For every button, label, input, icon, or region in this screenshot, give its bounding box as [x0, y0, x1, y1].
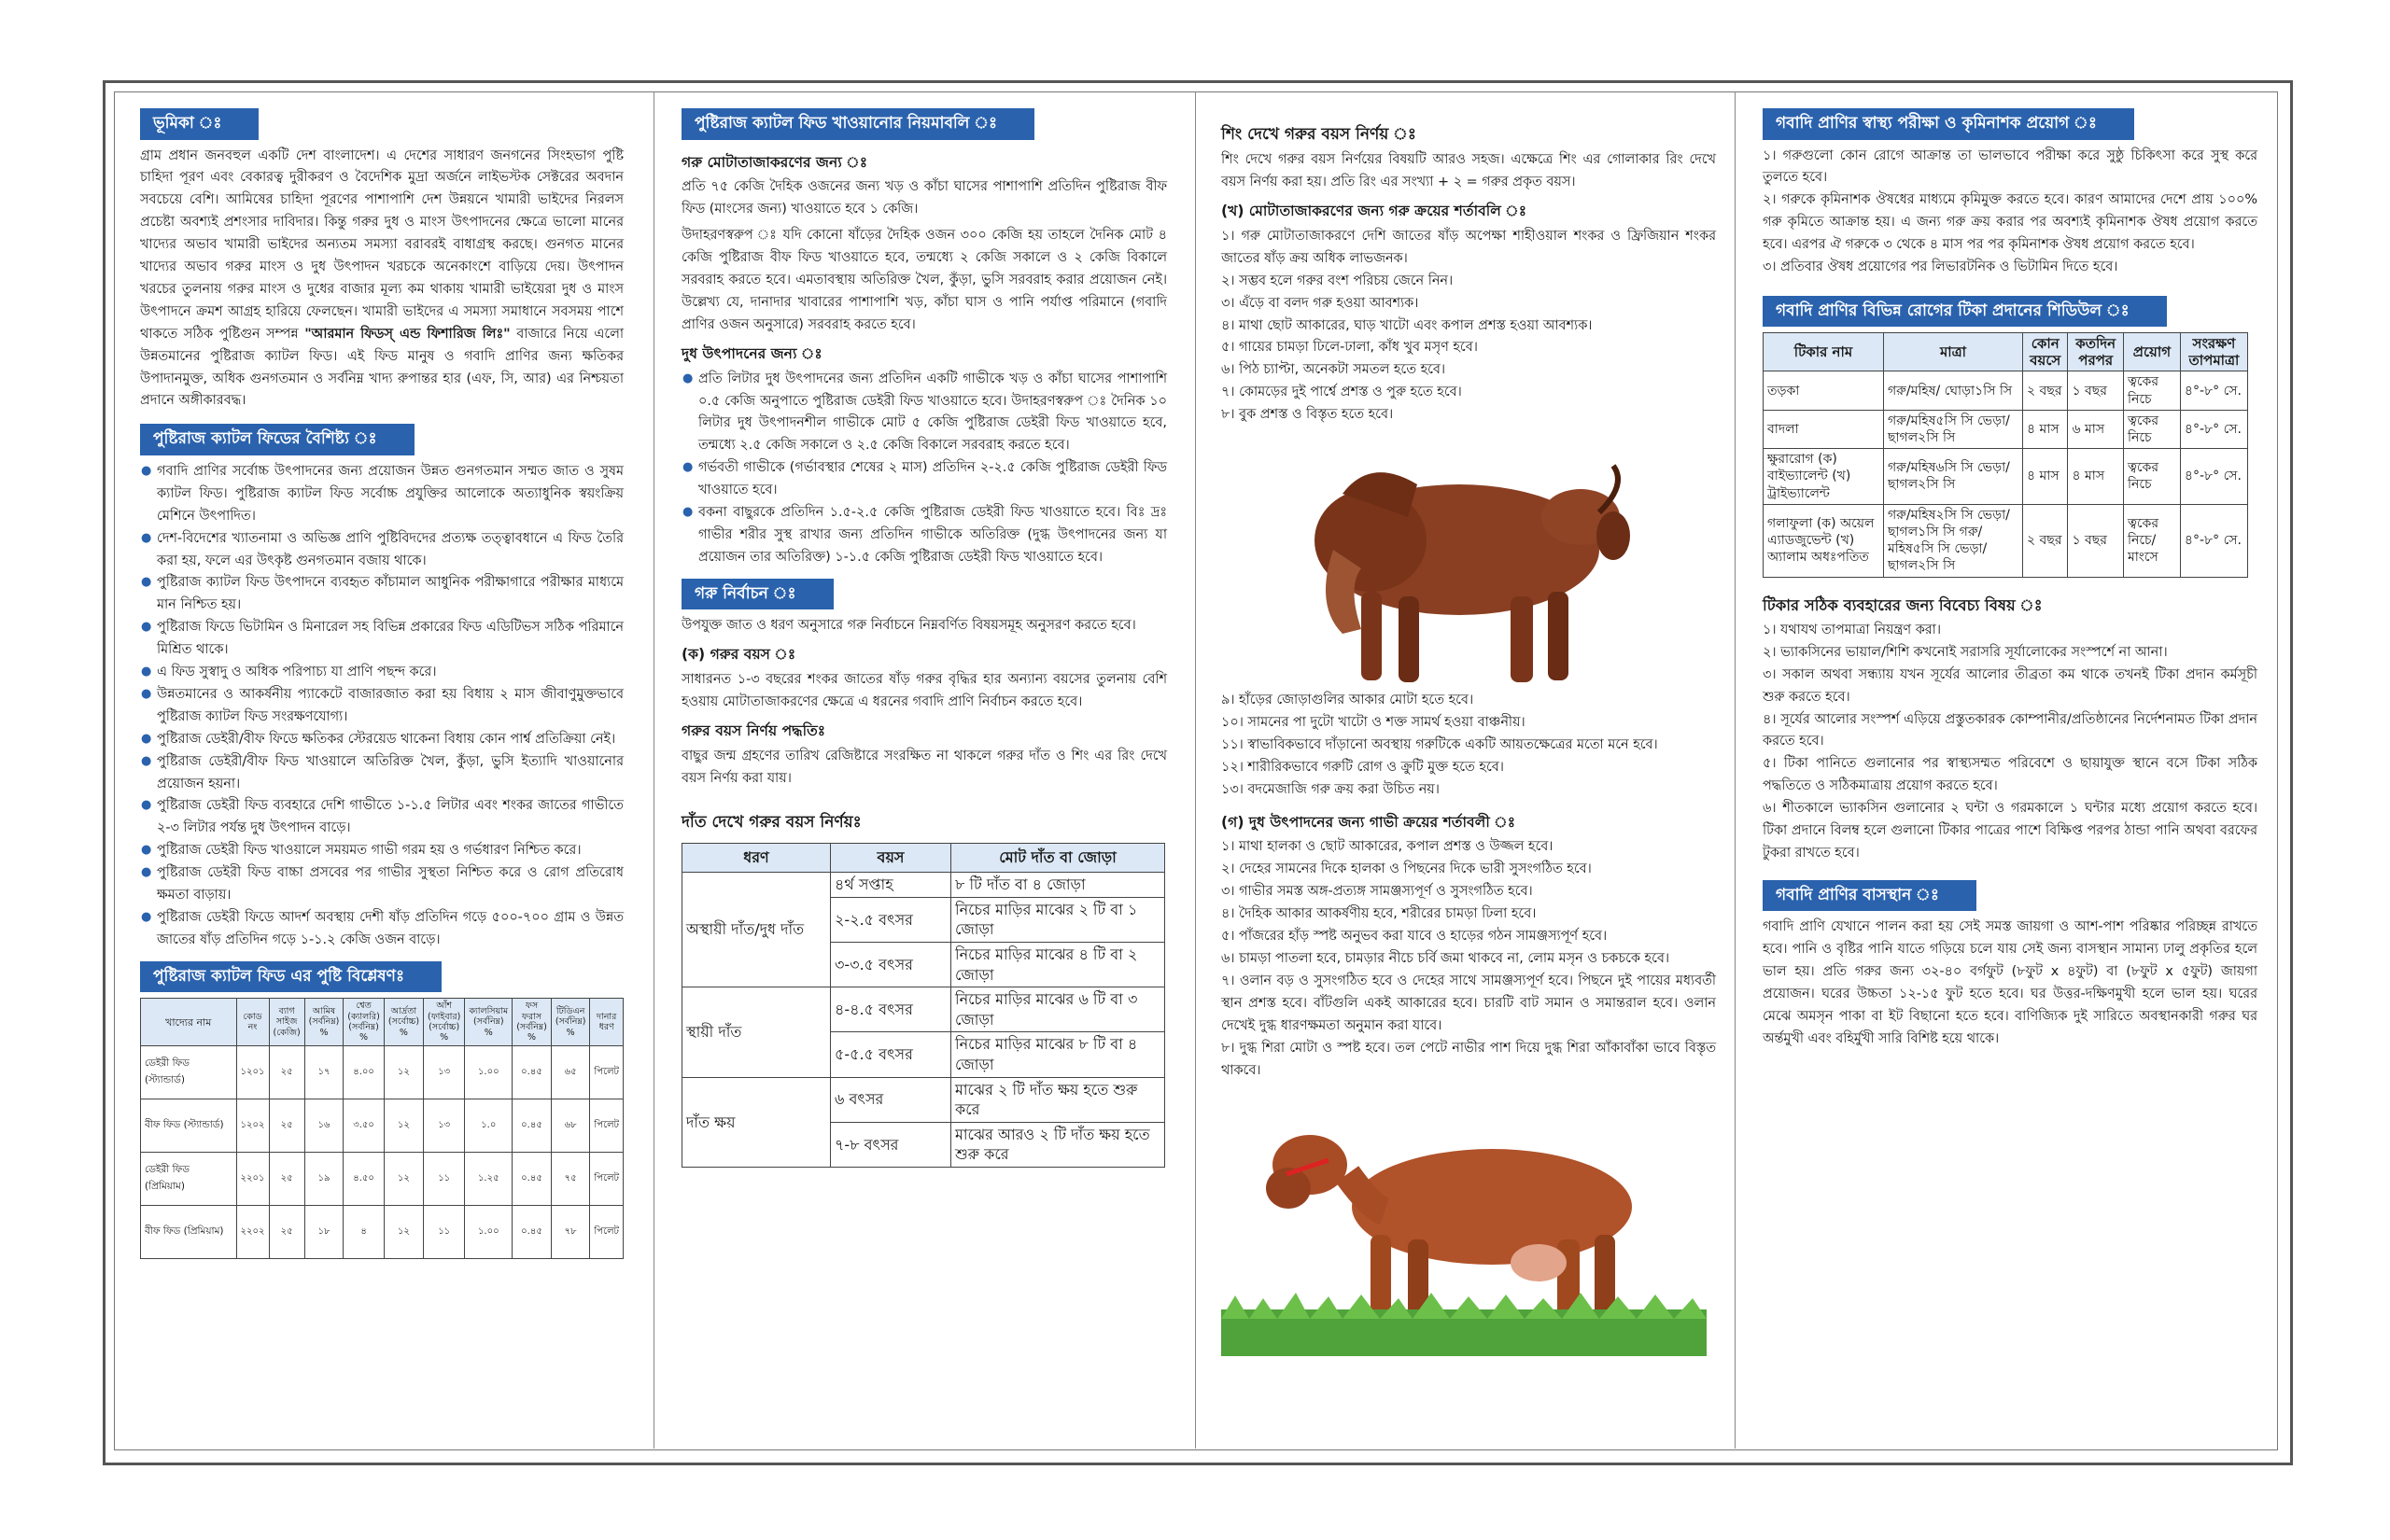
- usage-title: টিকার সঠিক ব্যবহারের জন্য বিবেচ্য বিষয় ঃ: [1763, 595, 2043, 614]
- panel-divider-3: [1735, 91, 1736, 1449]
- buy-list-2: [1221, 690, 1716, 802]
- table-cell: ত্বকের নিচে: [2123, 410, 2180, 448]
- health-item: ২। গরুকে কৃমিনাশক ঔষধের মাধ্যমে কৃমিমুক্ত করতে হবে। কারণ আমাদের দেশে প্রায় ১০০% গরু কৃমিতে আক্রান্ত হয়। এ জন্য গরু ক্রয় করার পর অবশ্যই কৃমিনাশক ঔষধ প্রয়োগ করতে হবে। এরপর ঐ গরুকে ৩ থেকে ৪ মাস পর পর কৃমিনাশক ঔষধ প্রয়োগ করতে হবে।: [1763, 192, 2257, 253]
- usage-list: [1763, 620, 2257, 865]
- features-list: [140, 461, 624, 952]
- panel-1: [140, 101, 624, 1435]
- table-row: [141, 1045, 624, 1099]
- table-cell: ১৬: [304, 1099, 344, 1152]
- teeth-group: অস্থায়ী দাঁত/দুধ দাঁত: [682, 873, 831, 987]
- table-cell: ৪.৫০: [344, 1152, 385, 1205]
- table-header: সংরক্ষণ তাপমাত্রা: [2180, 333, 2247, 371]
- table-cell: ৪ মাস: [2023, 410, 2068, 448]
- table-cell: বাদলা: [1764, 410, 1884, 448]
- table-cell: গরু/মহিষ২সি সি ভেড়া/ছাগল১সি সি গরু/মহিষ৫সি সি ভেড়া/ছাগল২সি সি: [1884, 504, 2023, 577]
- table-cell: ১২: [384, 1205, 423, 1258]
- buy-list: [1221, 226, 1716, 427]
- nutrition-table: [140, 998, 624, 1259]
- cow-item: ৮। দুগ্ধ শিরা মোটা ও স্পষ্ট হবে। তল পেটে নাভীর পাশ দিয়ে দুগ্ধ শিরা আঁকাবাঁকা ভাবে বিস্তৃত থাকবে।: [1221, 1040, 1716, 1078]
- table-row: [1764, 410, 2248, 448]
- cow-item: ৬। চামড়া পাতলা হবে, চামড়ার নীচে চর্বি জমা থাকবে না, লোম মসৃন ও চকচকে হবে।: [1221, 951, 1670, 966]
- table-row: [1764, 371, 2248, 410]
- table-cell: নিচের মাড়ির মাঝের ৮ টি বা ৪ জোড়া: [951, 1032, 1165, 1077]
- table-cell: গলাফুলা (ক) অয়েল এ্যাডজুভেন্ট (খ) অ্যালাম অধঃপতিত: [1764, 504, 1884, 577]
- table-cell: ১ বছর: [2068, 371, 2123, 410]
- table-cell: পিলেট: [590, 1205, 624, 1258]
- health-list: [1763, 146, 2257, 279]
- feature-item: ● দেশ-বিদেশের খ্যাতনামা ও অভিজ্ঞ প্রাণি পুষ্টিবিদদের প্রত্যক্ষ তত্ত্বাবধানে এ ফিড তৈরি করা হয়, ফলে এর উৎকৃষ্ট গুনগতমান বজায় থাকে।: [157, 528, 624, 573]
- table-header: কতদিন পরপর: [2068, 333, 2123, 371]
- housing-heading: গবাদি প্রাণির বাসস্থান ঃ: [1763, 880, 1976, 912]
- table-cell: ডেইরী ফিড (স্ট্যান্ডার্ড): [141, 1045, 237, 1099]
- table-cell: ১২: [384, 1099, 423, 1152]
- table-cell: ১১: [424, 1205, 465, 1258]
- table-cell: ৭৫: [551, 1152, 590, 1205]
- panel-3: [1221, 101, 1716, 1435]
- table-header: টিডিএন (সর্বনিম্ন) %: [551, 999, 590, 1046]
- table-cell: ৮ টি দাঁত বা ৪ জোড়া: [951, 873, 1165, 898]
- intro-text: গ্রাম প্রধান জনবহুল একটি দেশ বাংলাদেশ। এ দেশের সাধারণ জনগনের সিংহভাগ পুষ্টি চাহিদা পূরণ এবং বেকারত্ব দুরীকরণ ও বৈদেশিক মুদ্রা অর্জনে লাইভস্টক সেক্টরের অবদান সবচেয়ে বেশি। আমিষের চাহিদা পূরণের পাশাপাশি দেশ উন্নয়নে খামারী ভাইদের নিরলস প্রচেষ্টা অবশ্যই প্রশংসার দাবিদার। কিন্তু গরুর দুধ ও মাংস উৎপাদনের ক্ষেত্রে ভালো মানের খাদ্যের অভাব খামারী ভাইদের অন্যতম সমস্যা বরাবরই বাধাগ্রস্থ করছে। গুনগত মানের খাদ্যের অভাব গরুর মাংস ও দুধ উৎপাদন খরচকে অনেকাংশে বাড়িয়ে দেয়। উৎপাদন খরচের তুলনায় গরুর মাংস ও দুধের বাজার মূল্য কম থাকায় খামারী ভাইয়েরা দুধ ও মাংস উৎপাদনে ক্রমশ আগ্রহ হারিয়ে ফেলছেন। খামারী ভাইদের এ সমস্যা সমাধানে সবসময় পাশে থাকতে সঠিক পুষ্টিগুন সম্পন্ন: [140, 147, 624, 342]
- housing-text: গবাদি প্রাণি যেখানে পালন করা হয় সেই সমস্ত জায়গা ও আশ-পাশ পরিষ্কার পরিচ্ছন্ন রাখতে হবে। পানি ও বৃষ্টির পানি যাতে গড়িয়ে চলে যায় সেই জন্য বাসস্থান সামান্য ঢালু প্রকৃতির হলে ভাল হয়। প্রতি গরুর জন্য ৩২-৪০ বর্গফুট (৮ফুট x ৪ফুট) বা (৮ফুট x ৫ফুট) জায়গা প্রয়োজন। ঘরের উচ্চতা ১২-১৫ ফুট হতে হবে। ঘর উত্তর-দক্ষিণমুখী হলে ভাল হয়। ঘরের মেঝে অমসৃন পাকা বা ইট বিছানো হতে হবে। বাণিজ্যিক দুই সারিতে অবস্থানকারী গরুর ঘর অর্ন্তমুখী এবং বহির্মুখী সারি বিশিষ্ট হয়ে থাকে।: [1763, 919, 2257, 1046]
- table-cell: ৪: [344, 1205, 385, 1258]
- table-header: দানার ধরণ: [590, 999, 624, 1046]
- vaccination-table: [1763, 332, 2248, 577]
- buy-item: ৩। এঁড়ে বা বলদ গরু হওয়া আবশ্যক।: [1221, 295, 1419, 311]
- table-header: কোড নং: [236, 999, 269, 1046]
- table-cell: ১২: [384, 1045, 423, 1099]
- table-cell: ৬৫: [551, 1045, 590, 1099]
- table-cell: ৩-৩.৫ বৎসর: [831, 943, 951, 987]
- table-cell: ৪ মাস: [2068, 449, 2123, 505]
- table-cell: ৬ বৎসর: [831, 1077, 951, 1122]
- intro-paragraph: [140, 146, 624, 413]
- health-heading: গবাদি প্রাণির স্বাস্থ্য পরীক্ষা ও কৃমিনাশক প্রয়োগ ঃ: [1763, 108, 2134, 140]
- table-cell: ২৫: [269, 1152, 304, 1205]
- usage-item: ৪। সূর্যের আলোর সংস্পর্শ এড়িয়ে প্রস্তুতকারক কোম্পানীর/প্রতিষ্ঠানের নির্দেশনামত টিকা প্রদান করতে হবে।: [1763, 711, 2257, 749]
- table-row: [682, 873, 1165, 898]
- table-cell: ১৯: [304, 1152, 344, 1205]
- features-heading: পুষ্টিরাজ ক্যাটল ফিডের বৈশিষ্ট্য ঃ: [140, 424, 415, 455]
- table-cell: গরু/মহিষ৫সি সি ভেড়া/ছাগল২সি সি: [1884, 410, 2023, 448]
- table-header: বয়স: [831, 843, 951, 873]
- age-title: (ক) গরুর বয়স ঃ: [682, 646, 796, 664]
- feature-item: ● পুষ্টিরাজ ডেইরী ফিড ব্যবহারে দেশি গাভীতে ১-১.৫ লিটার এবং শংকর জাতের গাভীতে ২-৩ লিটার পর্যন্ত দুধ উৎপাদন বাড়ে।: [157, 795, 624, 840]
- table-cell: ৬ মাস: [2068, 410, 2123, 448]
- table-cell: ৪°-৮° সে.: [2180, 504, 2247, 577]
- table-row: [682, 1077, 1165, 1122]
- teeth-group: স্থায়ী দাঁত: [682, 987, 831, 1077]
- table-header: ফস ফরাস (সর্বনিম্ন) %: [513, 999, 552, 1046]
- teeth-table: [682, 843, 1165, 1168]
- table-header: প্রয়োগ: [2123, 333, 2180, 371]
- milk-item: ● প্রতি লিটার দুধ উৎপাদনের জন্য প্রতিদিন একটি গাভীকে খড় ও কাঁচা ঘাসের পাশাপাশি ০.৫ কেজি অনুপাতে পুষ্টিরাজ ডেইরী ফিড খাওয়াতে হবে। উদাহরণস্বরুপ ঃ দৈনিক ১০ লিটার দুধ উৎপাদনশীল গাভীকে মোট ৫ কেজি পুষ্টিরাজ ডেইরী ফিড খাওয়াতে হবে, তন্মধ্যে ২.৫ কেজি সকালে ও ২.৫ কেজি বিকালে সরবরাহ করতে হবে।: [698, 369, 1167, 458]
- table-cell: ৬৮: [551, 1099, 590, 1152]
- table-cell: ২-২.৫ বৎসর: [831, 897, 951, 942]
- intro-heading: ভূমিকা ঃ: [140, 108, 259, 140]
- table-header: ব্যাগ সাইজ (কেজি): [269, 999, 304, 1046]
- table-cell: বীফ ফিড (স্ট্যান্ডার্ড): [141, 1099, 237, 1152]
- table-cell: নিচের মাড়ির মাঝের ৬ টি বা ৩ জোড়া: [951, 987, 1165, 1032]
- table-cell: ৭-৮ বৎসর: [831, 1122, 951, 1167]
- table-cell: ১৩: [424, 1045, 465, 1099]
- feature-item: ● পুষ্টিরাজ ডেইরী ফিড খাওয়ালে সময়মত গাভী গরম হয় ও গর্ভধারণ নিশ্চিত করে।: [157, 840, 624, 862]
- feature-item: ● গবাদি প্রাণির সর্বোচ্চ উৎপাদনের জন্য প্রয়োজন উন্নত গুনগতমান সম্মত জাত ও সুষম ক্যাটল ফিড। পুষ্টিরাজ ক্যাটল ফিড সর্বোচ্চ প্রযুক্তির আলোকে অত্যাধুনিক স্বয়ংক্রিয় মেশিনে উৎপাদিত।: [157, 461, 624, 528]
- feature-item: ● পুষ্টিরাজ ডেইরী ফিডে আদর্শ অবস্থায় দেশী ষাঁড় প্রতিদিন গড়ে ৫০০-৭০০ গ্রাম ও উন্নত জাতের ষাঁড় প্রতিদিন গড়ে ১-১.২ কেজি ওজন বাড়ে।: [157, 907, 624, 952]
- table-row: [141, 1205, 624, 1258]
- table-header: কোন বয়সে: [2023, 333, 2068, 371]
- table-row: [1764, 504, 2248, 577]
- feature-item: ● পুষ্টিরাজ ডেইরী/বীফ ফিড খাওয়ালে অতিরিক্ত খৈল, কুঁড়া, ভুসি ইত্যাদি খাওয়ানোর প্রয়োজন হয়না।: [157, 751, 624, 796]
- feature-item: ● এ ফিড সুস্বাদু ও অধিক পরিপাচ্য যা প্রাণি পছন্দ করে।: [157, 662, 624, 684]
- feature-item: ● পুষ্টিরাজ ডেইরী ফিড বাচ্চা প্রসবের পর গাভীর সুস্থতা নিশ্চিত করে ও রোগ প্রতিরোধ ক্ষমতা বাড়ায়।: [157, 862, 624, 907]
- table-header-row: [682, 843, 1165, 873]
- cow-item: ২। দেহের সামনের দিকে হালকা ও পিছনের দিকে ভারী সুসংগঠিত হবে।: [1221, 861, 1592, 877]
- fattening-example: উদাহরণস্বরুপ ঃ যদি কোনো ষাঁড়ের দৈহিক ওজন ৩০০ কেজি হয় তাহলে দৈনিক মোট ৪ কেজি পুষ্টিরাজ বীফ ফিড খাওয়াতে হবে, তন্মধ্যে ২ কেজি সকালে ও ২ কেজি বিকালে সরবরাহ করতে হবে। এমতাবস্থায় অতিরিক্ত খৈল, কুঁড়া, ভুসি সরবরাহ করার প্রয়োজন নেই। উল্লেখ্য যে, দানাদার খাবারের পাশাপাশি খড়, কাঁচা ঘাস ও পানি পর্যাপ্ত পরিমানে (গবাদি প্রাণির ওজন অনুসারে) সরবরাহ করতে হবে।: [682, 228, 1167, 332]
- table-header: মাত্রা: [1884, 333, 2023, 371]
- table-cell: গরু/মহিষ/ ঘোড়া১সি সি: [1884, 371, 2023, 410]
- table-header: মোট দাঁত বা জোড়া: [951, 843, 1165, 873]
- table-cell: মাঝের ২ টি দাঁত ক্ষয় হতে শুরু করে: [951, 1077, 1165, 1122]
- table-cell: ১২০২: [236, 1099, 269, 1152]
- table-cell: ৪.০০: [344, 1045, 385, 1099]
- panel-4: [1763, 101, 2257, 1435]
- table-cell: ১.০: [465, 1099, 513, 1152]
- buy-item: ২। সম্ভব হলে গরুর বংশ পরিচয় জেনে নিন।: [1221, 273, 1454, 288]
- table-cell: পিলেট: [590, 1099, 624, 1152]
- table-cell: ১১: [424, 1152, 465, 1205]
- table-cell: ডেইরী ফিড (প্রিমিয়াম): [141, 1152, 237, 1205]
- table-cell: ৪র্থ সপ্তাহ: [831, 873, 951, 898]
- horn-title: শিং দেখে গরুর বয়স নির্ণয় ঃ: [1221, 125, 1416, 144]
- cow-item: ৩। গাভীর সমস্ত অঙ্গ-প্রত্যঙ্গ সামঞ্জস্যপূর্ণ ও সুসংগঠিত হবে।: [1221, 884, 1533, 900]
- table-cell: ত্বকের নিচে: [2123, 449, 2180, 505]
- usage-item: ৬। শীতকালে ভ্যাকসিন গুলানোর ২ ঘন্টা ও গরমকালে ১ ঘন্টার মধ্যে প্রয়োগ করতে হবে। টিকা প্রদানে বিলম্ব হলে গুলানো টিকার পাত্রের পাশে বিক্ষিপ্ত পরপর ঠান্ডা পানি অথবা বরফের টুকরা রাখতে হবে।: [1763, 801, 2257, 861]
- rules-heading: পুষ্টিরাজ ক্যাটল ফিড খাওয়ানোর নিয়মাবলি ঃ: [682, 108, 1034, 140]
- panel-2: [682, 101, 1167, 1435]
- brand-name: "আরমান ফিডস্ এন্ড ফিশারিজ লিঃ": [304, 326, 511, 342]
- table-cell: ১৭: [304, 1045, 344, 1099]
- usage-item: ১। যথাযথ তাপমাত্রা নিয়ন্ত্রণ করা।: [1763, 622, 1942, 637]
- table-cell: মাঝের আরও ২ টি দাঁত ক্ষয় হতে শুরু করে: [951, 1122, 1165, 1167]
- buy-item: ১। গরু মোটাতাজাকরণে দেশি জাতের ষাঁড় অপেক্ষা শাহীওয়াল শংকর ও ফ্রিজিয়ান শংকর জাতের ষাঁড় ক্রয় অধিক লাভজনক।: [1221, 228, 1716, 266]
- table-cell: ৪ মাস: [2023, 449, 2068, 505]
- cow-list: [1221, 836, 1716, 1082]
- cow-item: ৫। পাঁজরের হাঁড় স্পষ্ট অনুভব করা যাবে ও হাড়ের গঠন সামঞ্জস্যপূর্ণ হবে।: [1221, 929, 1608, 945]
- buy-item: ৬। পিঠ চ্যাপ্টা, অনেকটা সমতল হতে হবে।: [1221, 362, 1446, 378]
- table-cell: ০.৪৫: [513, 1205, 552, 1258]
- method-text: বাছুর জন্ম গ্রহণের তারিখ রেজিষ্টারে সংরক্ষিত না থাকলে গরুর দাঁত ও শিং এর রিং দেখে বয়স নির্ণয় করা যায়।: [682, 748, 1167, 786]
- buy-item: ১০। সামনের পা দুটো খাটো ও শক্ত সামর্থ হওয়া বাঞ্চনীয়।: [1221, 714, 1525, 730]
- teeth-group: দাঁত ক্ষয়: [682, 1077, 831, 1167]
- table-row: [141, 1152, 624, 1205]
- table-cell: ১.০০: [465, 1205, 513, 1258]
- table-cell: বীফ ফিড (প্রিমিয়াম): [141, 1205, 237, 1258]
- table-cell: ২২০২: [236, 1205, 269, 1258]
- table-cell: নিচের মাড়ির মাঝের ৪ টি বা ২ জোড়া: [951, 943, 1165, 987]
- table-cell: তড়কা: [1764, 371, 1884, 410]
- table-cell: ১২০১: [236, 1045, 269, 1099]
- table-cell: ৪°-৮° সে.: [2180, 449, 2247, 505]
- table-cell: ৩.৫০: [344, 1099, 385, 1152]
- method-title: গরুর বয়স নির্ণয় পদ্ধতিঃ: [682, 721, 826, 739]
- table-cell: ০.৪৫: [513, 1152, 552, 1205]
- buy-item: ৭। কোমড়ের দুই পার্শ্বে প্রশস্ত ও পুরু হতে হবে।: [1221, 385, 1462, 400]
- table-cell: গরু/মহিষ৬সি সি ভেড়া/ছাগল২সি সি: [1884, 449, 2023, 505]
- table-row: [141, 1099, 624, 1152]
- table-cell: ২৫: [269, 1099, 304, 1152]
- panel-divider-2: [1195, 91, 1196, 1449]
- milk-item: ● গর্ভবতী গাভীকে (গর্ভাবস্থার শেষের ২ মাস) প্রতিদিন ২-২.৫ কেজি পুষ্টিরাজ ডেইরী ফিড খাওয়াতে হবে।: [698, 457, 1167, 502]
- health-item: ৩। প্রতিবার ঔষধ প্রয়োগের পর লিভারটনিক ও ভিটামিন দিতে হবে।: [1763, 259, 2118, 275]
- table-cell: ১ বছর: [2068, 504, 2123, 577]
- table-row: [682, 987, 1165, 1032]
- table-cell: ০.৪৫: [513, 1099, 552, 1152]
- table-cell: ২ বছর: [2023, 371, 2068, 410]
- table-cell: ত্বকের নিচে: [2123, 371, 2180, 410]
- table-cell: ৫-৫.৫ বৎসর: [831, 1032, 951, 1077]
- cow-item: ৪। দৈহিক আকার আকর্ষণীয় হবে, শরীরের চামড়া ঢিলা হবে।: [1221, 906, 1537, 922]
- buy-item: ৫। গায়ের চামড়া ঢিলে-ঢালা, কাঁধ খুব মসৃণ হবে।: [1221, 340, 1478, 356]
- feature-item: ● পুষ্টিরাজ ক্যাটল ফিড উৎপাদনে ব্যবহৃত কাঁচামাল আধুনিক পরীক্ষাগারে পরীক্ষার মাধ্যমে মান নিশ্চিত হয়।: [157, 572, 624, 617]
- table-header: খাদ্যের নাম: [141, 999, 237, 1046]
- table-cell: পিলেট: [590, 1152, 624, 1205]
- feature-item: ● উন্নতমানের ও আকর্ষনীয় প্যাকেটে বাজারজাত করা হয় বিধায় ২ মাস জীবাণুমুক্তভাবে পুষ্টিরাজ ক্যাটল ফিড সংরক্ষণযোগ্য।: [157, 684, 624, 729]
- fattening-title: গরু মোটাতাজাকরণের জন্য ঃ: [682, 153, 868, 171]
- table-header-row: [141, 999, 624, 1046]
- teeth-title: দাঁত দেখে গরুর বয়স নির্ণয়ঃ: [682, 812, 862, 832]
- cow-item: ১। মাথা হালকা ও ছোট আকারের, কপাল প্রশস্ত ও উজ্জল হবে।: [1221, 839, 1554, 855]
- feature-item: ● পুষ্টিরাজ ফিডে ভিটামিন ও মিনারেল সহ বিভিন্ন প্রকারের ফিড এডিটিভস সঠিক পরিমানে মিশ্রিত থাকে।: [157, 617, 624, 662]
- milk-title: দুধ উৎপাদনের জন্য ঃ: [682, 344, 822, 362]
- cow-item: ৭। ওলান বড় ও সুসংগঠিত হবে ও দেহের সাথে সামঞ্জস্যপূর্ণ হবে। পিছনে দুই পায়ের মধ্যবর্তী স্থান প্রশস্ত হবে। বাঁটগুলি একই আকারের হবে। চারটি বাট সমান ও সমান্তরাল হবে। ওলান দেখেই দুগ্ধ ধারণক্ষমতা অনুমান করা যাবে।: [1221, 973, 1716, 1033]
- buy-item: ৮। বুক প্রশস্ত ও বিস্তৃত হতে হবে।: [1221, 407, 1394, 423]
- fattening-text: প্রতি ৭৫ কেজি দৈহিক ওজনের জন্য খড় ও কাঁচা ঘাসের পাশাপাশি প্রতিদিন পুষ্টিরাজ বীফ ফিড (মাংসের জন্য) খাওয়াতে হবে ১ কেজি।: [682, 179, 1167, 217]
- bull-photo: [1258, 428, 1651, 690]
- buy-item: ৪। মাথা ছোট আকারের, ঘাড় খাটো এবং কপাল প্রশস্ত হওয়া আবশ্যক।: [1221, 317, 1593, 333]
- milk-list: [682, 369, 1167, 569]
- buy-item: ১১। স্বাভাবিকভাবে দাঁড়ানো অবস্থায় গরুটিকে একটি আয়তক্ষেত্রের মতো মনে হবে।: [1221, 736, 1658, 752]
- intro-text-2: বাজারে নিয়ে এলো উন্নতমানের পুষ্টিরাজ ক্যাটল ফিড। এই ফিড মানুষ ও গবাদি প্রাণির জন্য ক্ষতিকর উপাদানমুক্ত, অধিক গুনগতমান ও সর্বনিম্ন খাদ্য রুপান্তর হার (এফ, সি, আর) এর নিশ্চয়তা প্রদানে অঙ্গীকারবদ্ধ।: [140, 326, 625, 409]
- table-cell: ২ বছর: [2023, 504, 2068, 577]
- table-cell: ২২০১: [236, 1152, 269, 1205]
- usage-item: ৫। টিকা পানিতে গুলানোর পর স্বাস্থ্যসম্মত পরিবেশে ও ছায়াযুক্ত স্থানে বসে টিকা সঠিক পদ্ধতিতে ও সঠিকমাত্রায় প্রয়োগ করতে হবে।: [1763, 756, 2257, 794]
- horn-text: শিং দেখে গরুর বয়স নির্ণয়ের বিষয়টি আরও সহজ। এক্ষেত্রে শিং এর গোলাকার রিং দেখে বয়স নির্ণয় করা হয়। প্রতি রিং এর সংখ্যা + ২ = গরুর প্রকৃত বয়স।: [1221, 152, 1716, 190]
- table-cell: ১৩: [424, 1099, 465, 1152]
- table-header: শ্বেত (ক্যালরি) (সর্বনিম্ন) %: [344, 999, 385, 1046]
- buy-title: (খ) মোটাতাজাকরণের জন্য গরু ক্রয়ের শর্তাবলি ঃ: [1221, 203, 1527, 220]
- cow-photo: [1221, 1085, 1707, 1356]
- buy-item: ১৩। বদমেজাজি গরু ক্রয় করা উচিত নয়।: [1221, 781, 1440, 797]
- table-header: টিকার নাম: [1764, 333, 1884, 371]
- nutrition-heading: পুষ্টিরাজ ক্যাটল ফিড এর পুষ্টি বিশ্লেষণঃ: [140, 961, 442, 993]
- table-header: আঁশ (ফাইবার) (সর্বোচ্চ) %: [424, 999, 465, 1046]
- table-cell: ৪°-৮° সে.: [2180, 410, 2247, 448]
- table-cell: ৪°-৮° সে.: [2180, 371, 2247, 410]
- buy-item: ৯। হাঁড়ের জোড়াগুলির আকার মোটা হতে হবে।: [1221, 693, 1474, 708]
- buy-item: ১২। শারীরিকভাবে গরুটি রোগ ও ক্রুটি মুক্ত হতে হবে।: [1221, 759, 1504, 775]
- table-header-row: [1764, 333, 2248, 371]
- health-item: ১। গরুগুলো কোন রোগে আক্রান্ত তা ভালভাবে পরীক্ষা করে সুষ্ঠু চিকিৎসা করে সুস্থ করে তুলতে হবে।: [1763, 147, 2257, 186]
- selection-heading: গরু নির্বাচন ঃ: [682, 579, 834, 610]
- selection-text: উপযুক্ত জাত ও ধরণ অনুসারে গরু নির্বাচনে নিম্নবর্ণিত বিষয়সমূহ অনুসরণ করতে হবে।: [682, 618, 1136, 634]
- vaccination-heading: গবাদি প্রাণির বিভিন্ন রোগের টিকা প্রদানের শিডিউল ঃ: [1763, 296, 2167, 328]
- milk-item: ● বকনা বাছুরকে প্রতিদিন ১.৫-২.৫ কেজি পুষ্টিরাজ ডেইরী ফিড খাওয়াতে হবে। বিঃ দ্রঃ গাভীর শরীর সুস্থ রাখার জন্য প্রতিদিন গাভীকে অতিরিক্ত (দুগ্ধ উৎপাদনের জন্য যা প্রয়োজন তার অতিরিক্ত) ১-১.৫ কেজি পুষ্টিরাজ ডেইরী ফিড খাওয়াতে হবে।: [698, 502, 1167, 569]
- usage-item: ৩। সকাল অথবা সন্ধ্যায় যখন সূর্যের আলোর তীব্রতা কম থাকে তখনই টিকা প্রদান কর্মসূচী শুরু করতে হবে।: [1763, 666, 2257, 705]
- cow-title: (গ) দুধ উৎপাদনের জন্য গাভী ক্রয়ের শর্তাবলী ঃ: [1221, 813, 1516, 831]
- table-header: ধরণ: [682, 843, 831, 873]
- table-header: ক্যালসিয়াম (সর্বনিম্ন) %: [465, 999, 513, 1046]
- table-cell: নিচের মাড়ির মাঝের ২ টি বা ১ জোড়া: [951, 897, 1165, 942]
- usage-item: ২। ভ্যাকসিনের ভায়াল/শিশি কখনোই সরাসরি সূর্যালোকের সংস্পর্শে না আনা।: [1763, 644, 2168, 660]
- table-cell: পিলেট: [590, 1045, 624, 1099]
- table-row: [1764, 449, 2248, 505]
- table-cell: ৪-৪.৫ বৎসর: [831, 987, 951, 1032]
- feature-item: ● পুষ্টিরাজ ডেইরী/বীফ ফিডে ক্ষতিকর স্টেরয়েড থাকেনা বিধায় কোন পার্শ্ব প্রতিক্রিয়া নেই।: [157, 729, 624, 751]
- table-cell: ২৫: [269, 1205, 304, 1258]
- table-cell: ২৫: [269, 1045, 304, 1099]
- age-text: সাধারনত ১-৩ বছরের শংকর জাতের ষাঁড় গরুর বৃদ্ধির হার অন্যান্য বয়সের তুলনায় বেশি হওয়ায় মোটাতাজাকরণের ক্ষেত্রে এ ধরনের গবাদি প্রাণি নির্বাচন করতে হবে।: [682, 672, 1167, 709]
- table-cell: ত্বকের নিচে/ মাংসে: [2123, 504, 2180, 577]
- table-cell: ১৮: [304, 1205, 344, 1258]
- table-cell: ১.২৫: [465, 1152, 513, 1205]
- table-header: আর্দ্রতা (সর্বোচ্চ) %: [384, 999, 423, 1046]
- table-cell: ৭৮: [551, 1205, 590, 1258]
- table-header: আমিষ (সর্বনিম্ন) %: [304, 999, 344, 1046]
- table-cell: ১২: [384, 1152, 423, 1205]
- table-cell: ০.৪৫: [513, 1045, 552, 1099]
- table-cell: ক্ষুরারোগ (ক) বাইভ্যালেন্ট (খ) ট্রাইভ্যালেন্ট: [1764, 449, 1884, 505]
- table-cell: ১.০০: [465, 1045, 513, 1099]
